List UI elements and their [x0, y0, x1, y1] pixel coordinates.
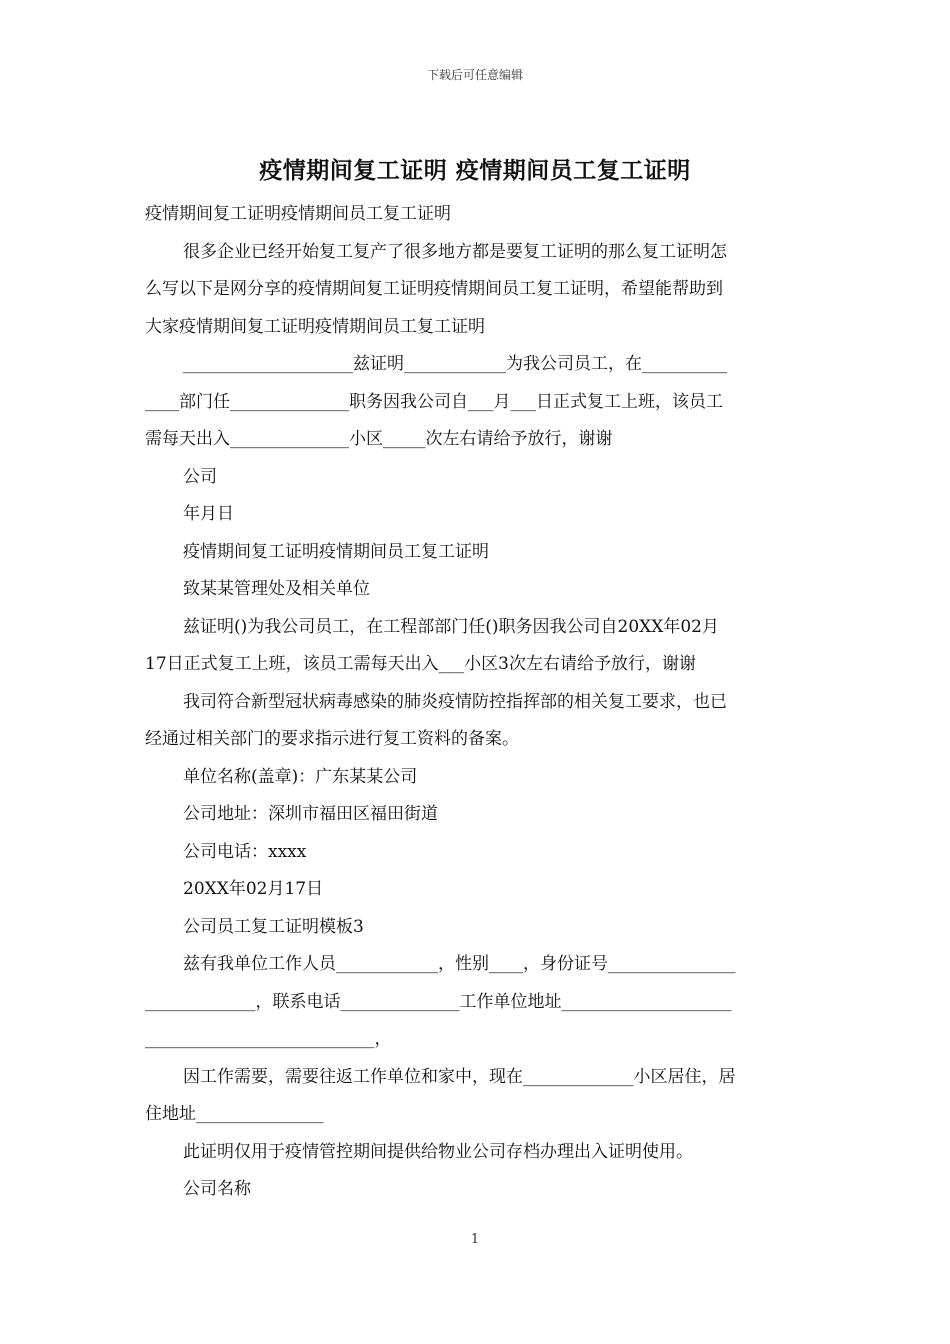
body-line: 20XX年02月17日: [183, 879, 324, 899]
body-line: 公司地址：深圳市福田区福田街道: [183, 804, 438, 824]
body-line: ___________________________，: [145, 1029, 392, 1049]
body-line: 公司电话：xxxx: [183, 841, 307, 862]
body-line: 单位名称(盖章)：广东某某公司: [183, 766, 418, 787]
body-line: _____________，联系电话______________工作单位地址____________________: [145, 991, 732, 1012]
body-line: 此证明仅用于疫情管控期间提供给物业公司存档办理出入证明使用。: [183, 1141, 693, 1162]
body-line: 因工作需要，需要往返工作单位和家中，现在_____________小区居住，居: [183, 1066, 736, 1087]
document-body: [145, 196, 807, 1209]
body-line: 致某某管理处及相关单位: [183, 579, 370, 599]
body-line: 疫情期间复工证明疫情期间员工复工证明: [183, 541, 489, 562]
body-line: 大家疫情期间复工证明疫情期间员工复工证明: [145, 316, 485, 337]
body-line: 么写以下是网分享的疫情期间复工证明疫情期间员工复工证明，希望能帮助到: [145, 279, 723, 299]
body-line: 公司员工复工证明模板3: [183, 916, 364, 937]
body-line: 疫情期间复工证明疫情期间员工复工证明: [145, 204, 451, 224]
body-line: ____部门任______________职务因我公司自___月___日正式复工上班，该员工: [145, 391, 723, 412]
body-line: 我司符合新型冠状病毒感染的肺炎疫情防控指挥部的相关复工要求，也已: [183, 691, 727, 712]
body-line: 公司名称: [183, 1179, 251, 1199]
body-line: 需每天出入______________小区_____次左右请给予放行，谢谢: [145, 429, 613, 449]
body-line: 年月日: [183, 504, 234, 524]
body-line: 经通过相关部门的要求指示进行复工资料的备案。: [145, 729, 519, 749]
body-line: 兹有我单位工作人员____________，性别____，身份证号_______________: [183, 954, 736, 974]
body-line: 兹证明()为我公司员工，在工程部部门任()职务因我公司自20XX年02月: [183, 616, 719, 637]
page-number: 1: [470, 1232, 480, 1247]
body-line: 住地址_______________: [145, 1104, 324, 1124]
body-line: 17日正式复工上班，该员工需每天出入___小区3次左右请给予放行，谢谢: [145, 654, 696, 674]
body-line: 公司: [183, 466, 217, 487]
page-header-note: 下载后可任意编辑: [426, 68, 523, 82]
body-line: ____________________兹证明____________为我公司员工，在__________: [183, 354, 727, 374]
body-line: 很多企业已经开始复工复产了很多地方都是要复工证明的那么复工证明怎: [183, 241, 727, 262]
document-title: 疫情期间复工证明 疫情期间员工复工证明: [259, 157, 691, 184]
